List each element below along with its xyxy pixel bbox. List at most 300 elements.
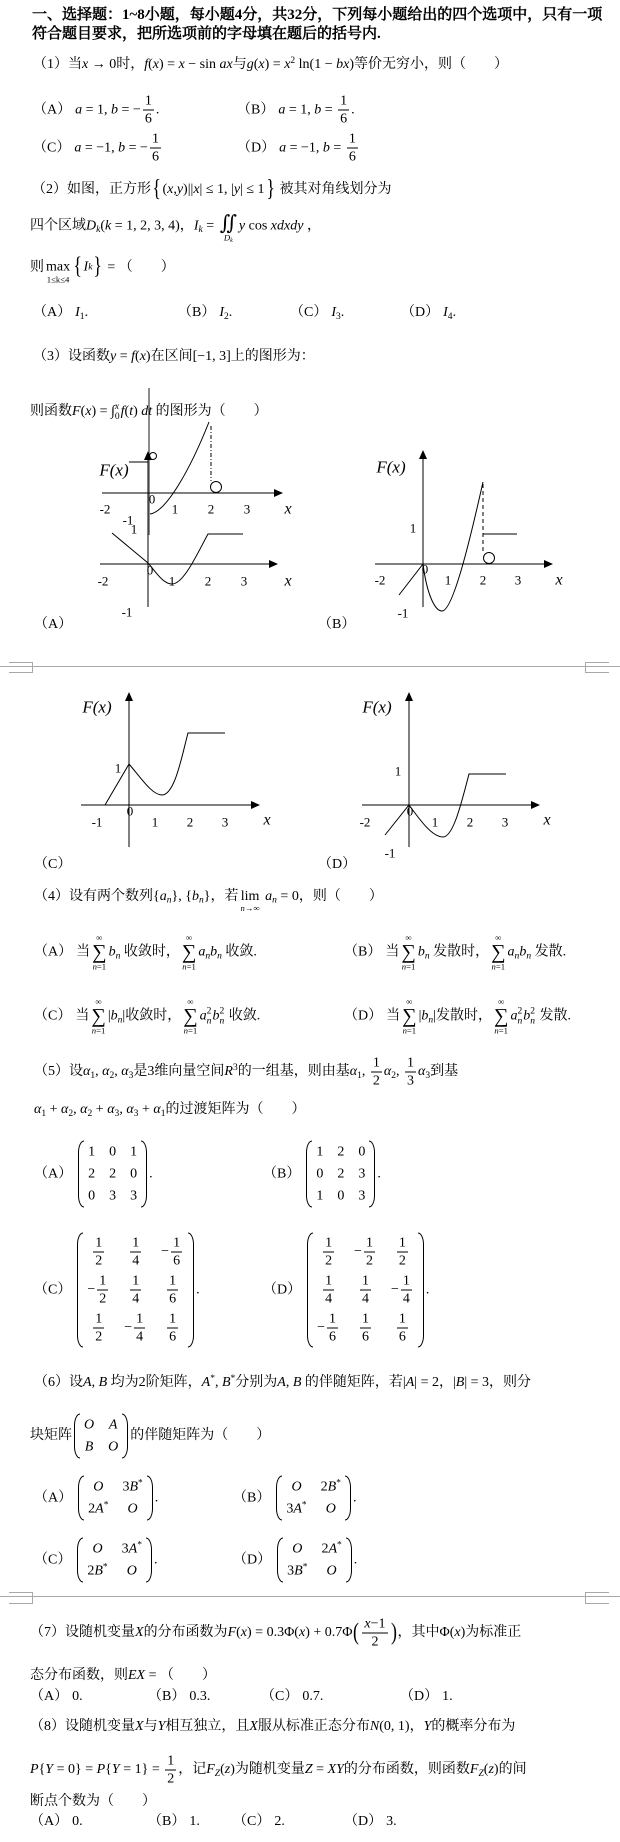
math-variable: y (176, 181, 184, 197)
text-run: 6 (144, 111, 152, 127)
fraction (405, 1055, 416, 1090)
matrix-cell (91, 1311, 106, 1346)
option-label: （A） (34, 945, 73, 961)
section-header-line-1: 一、选择题：1~8小题，每小题4分，共32分，下列每小题给出的四个选项中，只有一项 (32, 7, 603, 23)
fraction (347, 131, 358, 166)
text-run: 6 (329, 1329, 337, 1345)
math-variable: I (83, 259, 89, 275)
numerator (338, 93, 349, 111)
numerator (327, 1311, 338, 1329)
lower-limit (184, 1027, 198, 1036)
sub-superscript (207, 1007, 212, 1027)
text-run: = (202, 218, 218, 234)
text-run: 收敛. (225, 1009, 261, 1025)
text-run: （7）设随机变量 (30, 1625, 135, 1641)
text-run: . (154, 1490, 159, 1506)
text-run: 6 (348, 149, 356, 165)
fraction (323, 1235, 334, 1270)
text-run: }，若 (203, 888, 239, 904)
text-run: →∞ (244, 903, 260, 914)
delimited-group (151, 178, 276, 202)
math-variable: b (111, 102, 119, 118)
superscript (302, 1500, 307, 1510)
tick-label: 1 (394, 763, 402, 779)
text-run: ( (148, 57, 153, 72)
text-run: 4 (325, 1291, 333, 1307)
text-run: = −1, (81, 140, 119, 156)
sign: − (87, 1282, 96, 1298)
text-run: =1 (187, 1026, 198, 1037)
text-run: 与 (232, 57, 247, 72)
math-variable: N (369, 1719, 380, 1734)
text-run: . (155, 102, 160, 118)
math-variable: B (455, 1375, 465, 1390)
fraction (167, 1311, 178, 1346)
question-2-line-1 (32, 178, 392, 202)
math-variable: n (206, 1016, 212, 1027)
math-variable: I (331, 305, 337, 320)
text-run: ( (80, 404, 86, 420)
right-paren-icon (345, 1476, 351, 1521)
math-variable: k (105, 218, 112, 234)
text-run: 1 (88, 1144, 96, 1160)
option-label: （B） (263, 1166, 301, 1182)
arrow-up-icon (405, 692, 413, 701)
text-run: . (196, 1282, 200, 1298)
operator (92, 934, 106, 973)
text-run: 1 (90, 1071, 96, 1082)
text-run: 3 (358, 1166, 366, 1182)
text-run: 2 (371, 1634, 379, 1650)
fraction (130, 1235, 141, 1270)
option-body (274, 1814, 285, 1829)
text-run: 2 (337, 1144, 345, 1160)
text-run: 2 (365, 1253, 373, 1269)
text-run: |收敛时， (122, 1009, 182, 1025)
text-run: 四个区域 (30, 218, 86, 234)
denominator (143, 111, 154, 128)
text-run: 6 (151, 149, 159, 165)
math-variable: y (238, 218, 246, 234)
matrix-cell (130, 1187, 137, 1206)
axis-label-y: F(x) (82, 697, 112, 717)
matrix-cell (358, 1311, 373, 1346)
question-8-option-a (30, 1812, 83, 1832)
text-run: =1 (186, 962, 196, 973)
text-run: 1 (173, 1235, 181, 1251)
text-run: 6 (398, 1329, 406, 1345)
math-variable: α (126, 1102, 134, 1117)
operator (491, 934, 505, 973)
superscript (103, 1562, 108, 1572)
text-run: * (336, 1478, 341, 1489)
right-paren-icon (141, 1141, 147, 1208)
operator (494, 998, 508, 1037)
option-label: （A） (33, 305, 72, 320)
option-body (75, 305, 88, 320)
text-run: 1 (325, 1235, 333, 1251)
lower-limit (182, 963, 196, 972)
matrix-cell (326, 1500, 336, 1519)
text-run: , (214, 1375, 222, 1390)
matrix-cell (316, 1187, 323, 1206)
denominator (323, 1291, 334, 1308)
text-run: , (173, 181, 177, 197)
text-run: . (353, 1552, 358, 1568)
text-run: 2 (88, 1501, 96, 1517)
question-7-option-d (400, 1687, 453, 1707)
text-run: 1 (167, 1753, 175, 1769)
text-run: = (329, 140, 345, 156)
question-8-option-c (233, 1812, 285, 1832)
matrix-cell (316, 1165, 323, 1184)
question-7-option-c (261, 1687, 323, 1707)
fraction (143, 93, 154, 128)
text-run: | = 3，则分 (464, 1375, 532, 1390)
text-run: 2 (95, 1329, 103, 1345)
question-5-option-c (34, 1233, 200, 1348)
tick-label: -1 (122, 512, 134, 528)
question-7-line-2 (30, 1666, 216, 1686)
text-run: 4 (136, 1329, 144, 1345)
figure-label-c: （C） (34, 857, 72, 872)
tick-label: 2 (207, 501, 215, 517)
option-label: （D） (233, 1552, 272, 1568)
text-run: 1 (144, 93, 152, 109)
text-run: 3 (109, 1188, 117, 1204)
tick-label: -1 (384, 845, 396, 861)
text-run: 1 (99, 1273, 107, 1289)
denominator (397, 1329, 408, 1346)
math-variable: α (83, 1064, 91, 1080)
denominator (364, 1253, 375, 1270)
lower-limit (92, 1027, 106, 1036)
math-variable: f (144, 57, 149, 72)
matrix-body (313, 1233, 418, 1348)
math-variable: a (279, 140, 287, 156)
option-label: （A） (30, 1814, 69, 1829)
math-variable: A (405, 1375, 415, 1390)
matrix-body (283, 1538, 346, 1583)
fraction (371, 1055, 382, 1090)
denominator (369, 1634, 380, 1651)
fraction (362, 1616, 387, 1651)
text-run: 发散. (535, 1009, 571, 1025)
math-variable: n (182, 962, 187, 973)
matrix-cell (165, 1273, 180, 1308)
text-run: ，记 (178, 1762, 207, 1778)
tick-label: 1 (114, 760, 122, 776)
question-2-line-3 (30, 253, 175, 285)
text-run: （3）设函数 (33, 349, 110, 364)
sub-superscript (219, 1007, 224, 1027)
math-variable: I (75, 305, 80, 320)
numerator (401, 1273, 412, 1291)
matrix-cell (354, 1235, 377, 1270)
option-body (443, 305, 456, 320)
text-run: , (91, 1375, 99, 1390)
math-variable: A (277, 1375, 286, 1390)
text-run: ∞ (406, 996, 413, 1007)
math-variable: xdxdy (270, 218, 304, 234)
math-variable: Z (304, 1762, 313, 1778)
text-run: 服从标准正态分布 (257, 1719, 370, 1734)
option-body (219, 305, 232, 320)
math-variable: f (120, 404, 125, 420)
open-point-icon (211, 482, 222, 493)
figure-option-c (81, 692, 271, 847)
option-body (189, 1689, 210, 1704)
option-body (275, 1540, 358, 1579)
math-variable: B (327, 1479, 337, 1495)
option-body (75, 996, 261, 1037)
text-run: , (285, 1375, 293, 1390)
arrow-right-icon (251, 801, 260, 809)
subscript (219, 1017, 224, 1027)
figure-option-d (360, 692, 551, 861)
sign: − (317, 1320, 326, 1336)
text-run: 的伴随矩阵，若| (301, 1375, 406, 1390)
denominator (171, 1253, 182, 1270)
text-run: 的分布函数为 (143, 1625, 228, 1641)
text-run: −1 (370, 1616, 386, 1632)
math-variable: α (61, 1102, 69, 1117)
matrix-cell (395, 1235, 410, 1270)
math-variable: B (294, 1563, 303, 1579)
matrix-cell (87, 1273, 110, 1308)
numerator (167, 1311, 178, 1329)
text-run: = 0，则（ ） (276, 888, 383, 904)
matrix-cell (391, 1273, 414, 1308)
text-run: 1 (365, 1235, 373, 1251)
option-body (278, 93, 355, 127)
text-run: . (377, 1166, 381, 1182)
denominator (360, 1329, 371, 1346)
question-4-stem (34, 887, 383, 914)
question-1-option-b (237, 93, 355, 128)
denominator (347, 149, 358, 166)
math-variable: A (83, 1375, 92, 1390)
tick-label: 2 (186, 814, 194, 830)
math-variable: a (510, 1009, 518, 1025)
arrow-up-icon (419, 450, 427, 459)
numerator (130, 1235, 141, 1253)
matrix (307, 1233, 424, 1348)
question-4-option-d (344, 998, 571, 1037)
math-variable: EX (128, 1668, 146, 1683)
numerator (362, 1616, 387, 1634)
tick-label: 0 (126, 803, 134, 819)
math-variable: F (469, 1762, 479, 1778)
matrix-cell (358, 1165, 365, 1184)
lower-limit (403, 1027, 417, 1036)
option-label: （D） (400, 1689, 439, 1704)
text-run: （6）设 (34, 1375, 83, 1390)
lower-limit (494, 1027, 508, 1036)
text-run: 的图形为（ ） (152, 404, 268, 420)
math-variable: n (117, 1016, 123, 1027)
denominator (97, 1291, 108, 1308)
option-body (74, 131, 163, 165)
math-variable: n (401, 962, 407, 973)
math-variable: x (284, 57, 291, 72)
axis-label-y: F(x) (362, 697, 392, 717)
math-variable: y (110, 349, 117, 364)
math-variable: k (198, 225, 203, 236)
math-variable: D (223, 232, 231, 243)
math-variable: bx (336, 57, 350, 72)
math-variable: b (519, 945, 527, 961)
right-delimiter: ) (390, 1619, 397, 1646)
superscript (138, 1478, 143, 1488)
text-run: 1 (132, 1235, 140, 1251)
math-variable: F (206, 1762, 215, 1778)
denominator (130, 1253, 141, 1270)
matrix-cell (92, 1540, 102, 1559)
axis-label-x: x (555, 571, 563, 589)
text-run: ( (253, 57, 259, 72)
denominator (165, 1771, 176, 1788)
matrix-cell (87, 1562, 107, 1581)
tick-label: -1 (397, 605, 409, 621)
math-variable: A (108, 1417, 118, 1433)
question-8-line-1 (30, 1717, 515, 1737)
text-run: = 1, 2, 3, 4)， (111, 218, 194, 234)
text-run: | (418, 1009, 422, 1025)
text-run: 2 (321, 1541, 329, 1557)
question-2-line-2 (30, 212, 321, 245)
fraction (397, 1235, 408, 1270)
text-run: . (228, 305, 233, 320)
text-run: 6 (173, 1253, 181, 1269)
text-run: （2）如图，正方形 (32, 182, 151, 198)
math-variable: Z (478, 1769, 484, 1780)
question-6-option-b (233, 1476, 357, 1521)
math-variable: X (135, 1625, 144, 1641)
math-variable: z (224, 1762, 231, 1778)
math-variable: F (72, 404, 81, 420)
text-run: 2 (391, 1071, 396, 1082)
math-variable: Y (423, 1719, 432, 1734)
text-run: 0 (114, 411, 120, 422)
arrow-right-icon (531, 801, 540, 809)
text-run: = (116, 349, 132, 364)
question-7-option-b (148, 1687, 210, 1707)
option-label: （B） (178, 305, 216, 320)
operator (91, 998, 105, 1037)
math-variable: a (265, 888, 273, 904)
page-break-1 (0, 663, 620, 673)
math-variable: x (82, 57, 89, 72)
right-delimiter: } (265, 176, 275, 203)
text-run: 3 (232, 1062, 238, 1073)
question-8-line-3 (30, 1792, 156, 1812)
math-variable: α (34, 1102, 42, 1117)
option-body (72, 1689, 83, 1704)
text-run: 2 (325, 1253, 333, 1269)
numerator (347, 131, 358, 149)
option-label: （A） (34, 1166, 73, 1182)
option-label: （B） (148, 1814, 186, 1829)
math-variable: α (107, 1102, 115, 1117)
sign: − (354, 1244, 362, 1260)
tick-label: 1 (171, 501, 179, 517)
math-variable: ax (219, 57, 233, 72)
math-variable: b (210, 945, 218, 961)
text-run: 0 (337, 1188, 345, 1204)
text-run: }, { (171, 888, 192, 904)
operator (402, 998, 416, 1037)
operator-symbol: lim (240, 888, 260, 904)
numerator (150, 131, 161, 149)
matrix (77, 1538, 152, 1583)
text-run: 发散时， (429, 945, 490, 961)
matrix (78, 1141, 147, 1208)
math-variable: n (424, 952, 430, 963)
option-label: （D） (344, 1009, 383, 1025)
math-variable: b (322, 140, 330, 156)
text-run: 当 (386, 1009, 401, 1025)
math-variable: B (221, 1375, 231, 1390)
tick-label: 3 (243, 501, 251, 517)
fraction (150, 131, 161, 166)
text-run: , (114, 1064, 122, 1080)
option-body (386, 1814, 397, 1829)
right-paren-icon (147, 1476, 153, 1521)
text-run: ( (135, 349, 140, 364)
tick-label: 2 (479, 572, 487, 588)
text-run: 收敛. (221, 945, 257, 961)
text-run: =1 (406, 962, 416, 973)
matrix-cell (88, 1165, 95, 1184)
numerator (364, 1235, 375, 1253)
text-run: . (425, 1282, 430, 1298)
fraction (130, 1273, 141, 1308)
fraction (327, 1311, 338, 1346)
text-run: 1 (398, 1235, 406, 1251)
text-run: 1 (357, 1071, 362, 1082)
option-body (76, 1478, 159, 1517)
math-variable: α (417, 1064, 426, 1080)
math-variable: k (96, 225, 101, 236)
math-variable: x (258, 57, 265, 72)
math-variable: n (183, 1026, 188, 1037)
question-3-line-1 (33, 347, 315, 367)
text-run: =1 (96, 962, 107, 973)
matrix (306, 1141, 375, 1208)
arrow-right-icon (544, 560, 553, 568)
text-run: =1 (96, 1026, 106, 1037)
matrix-body (83, 1233, 188, 1348)
tick-label: 1 (130, 521, 138, 537)
matrix-cell (316, 1143, 323, 1162)
math-variable: n (219, 1016, 225, 1027)
math-variable: n (240, 903, 245, 914)
text-run: , (73, 1102, 81, 1117)
question-7-option-a (30, 1687, 83, 1707)
text-run: 的分布函数，则函数 (343, 1762, 470, 1778)
question-5-line-2 (34, 1100, 305, 1120)
denominator (93, 1253, 104, 1270)
text-run: 2 (68, 1108, 74, 1119)
text-run: 4 (447, 311, 453, 322)
superscript (219, 1007, 224, 1017)
matrix-cell (287, 1562, 307, 1581)
option-body (331, 305, 344, 320)
text-run: 6 (340, 111, 348, 127)
matrix-cell (317, 1311, 340, 1346)
option-body (75, 1235, 200, 1345)
